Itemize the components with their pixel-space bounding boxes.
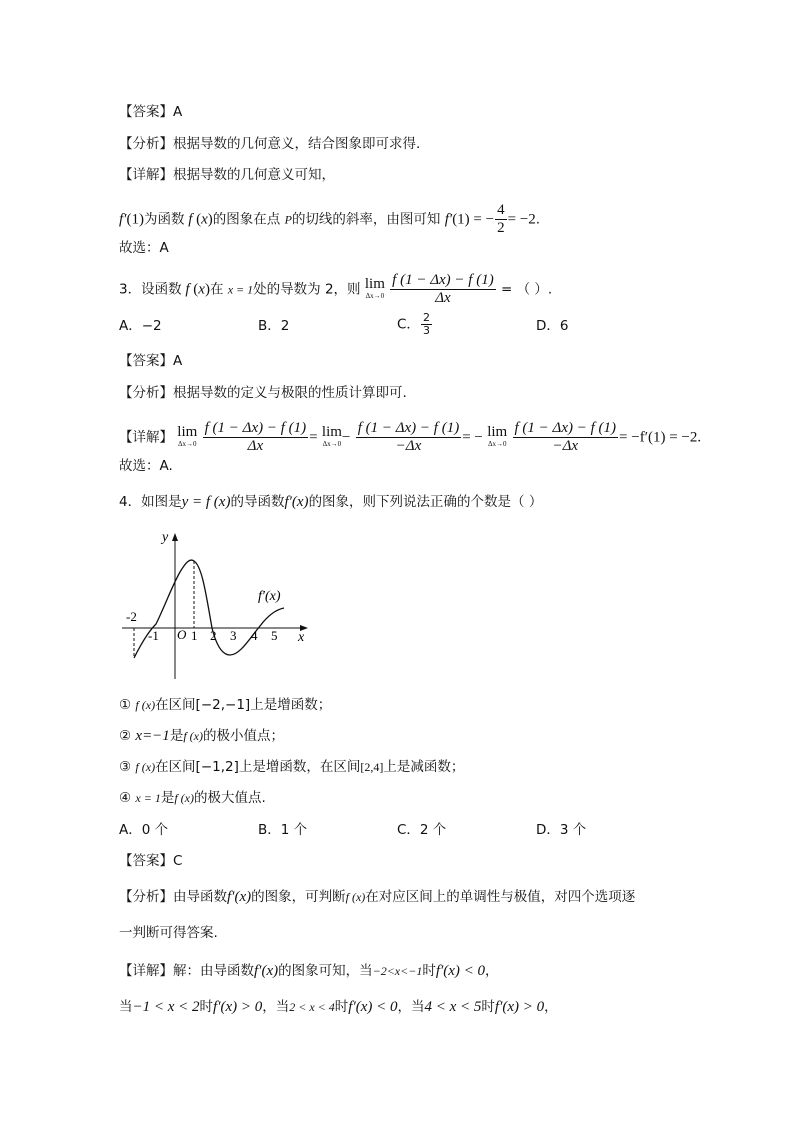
tick-label: 2 <box>210 628 217 643</box>
q4-stem: 4．如图是y = f (x)的导函数f′(x)的图象，则下列说法正确的个数是（ ） <box>119 494 543 510</box>
derivative-graph <box>118 524 318 684</box>
q2-analysis: 【分析】根据导数的几何意义，结合图象即可求得. <box>119 136 421 152</box>
q4-analysis-line2: 一判断可得答案. <box>119 925 218 941</box>
q3-option-a: A．−2 <box>119 318 162 334</box>
q3-option-c: C． $\frac{2}{3}$ <box>397 311 430 337</box>
q3-lim: lim Δx→0 <box>364 275 385 300</box>
q4-option-b: B．1 个 <box>258 822 308 838</box>
q3-option-d: D．6 <box>536 318 569 334</box>
q2-detail: 【详解】根据导数的几何意义可知， <box>119 167 335 183</box>
y-label: y <box>162 530 169 545</box>
tick-label: 4 <box>251 628 258 643</box>
q2-choose: 故选：A <box>119 240 169 256</box>
q2-answer: 【答案】A <box>119 104 183 120</box>
q4-analysis: 【分析】由导函数f′(x)的图象，可判断f (x)在对应区间上的单调性与极值，对四个选项逐 <box>119 889 636 905</box>
curve-label: f′(x) <box>258 589 281 604</box>
q3-detail: 【详解】 lim Δx→0 $\frac{f (1 - \Delta x) - f (1)}{\Delta x}$ = lim Δx→0 − $\frac{f (1 - \Delta x) - f (1)}{-\Delta x}$ = − lim Δx→0 $\frac{f (1 - \Delta x) - f (1)}{-\Delta x}$ = −f′(1) = −2. <box>119 420 702 454</box>
q3-option-b: B．2 <box>258 318 290 334</box>
q4-detail: 【详解】解：由导函数f′(x)的图象可知，当−2<x<−1时f′(x) < 0， <box>119 963 499 979</box>
q4-detail-line2: 当−1 < x < 2时f′(x) > 0，当2 < x < 4时f′(x) < 0，当4 < x < 5时f′(x) > 0， <box>119 999 558 1015</box>
q2-fraction: $\frac{4}{2}$ <box>497 202 505 236</box>
q4-statement-3: ③ f (x)在区间[−1,2]上是增函数，在区间[2,4]上是减函数； <box>119 759 465 775</box>
q3-stem: 3．设函数 f (x)在 x = 1处的导数为 2，则 lim Δx→0 $\frac{f (1 - \Delta x) - f (1)}{\Delta x}$ = （ ）. <box>119 272 553 306</box>
tick-label: 1 <box>191 628 198 643</box>
q4-statement-2: ② x=−1是f (x)的极小值点； <box>119 728 284 744</box>
y-axis-arrow <box>172 533 178 541</box>
q4-option-c: C．2 个 <box>397 822 447 838</box>
q3-fraction: $\frac{f (1 - \Delta x) - f (1)}{\Delta x}$ <box>392 272 494 306</box>
q4-option-d: D．3 个 <box>536 822 587 838</box>
tick-label: 3 <box>230 628 237 643</box>
q4-answer: 【答案】C <box>119 853 183 869</box>
q3-analysis: 【分析】根据导数的定义与极限的性质计算即可. <box>119 385 407 401</box>
x-label: x <box>298 630 305 645</box>
q4-option-a: A．0 个 <box>119 822 169 838</box>
q2-detail-line2: f′(1)为函数 f (x)的图象在点 P的切线的斜率，由图可知 f′(1) = − $\frac{4}{2}$ = −2. <box>119 202 541 236</box>
q4-statement-4: ④ x = 1是f (x)的极大值点. <box>119 790 266 806</box>
q3-answer: 【答案】A <box>119 353 183 369</box>
tick-label: -1 <box>148 628 159 643</box>
tick-label: -2 <box>126 609 137 624</box>
origin-label: O <box>177 627 187 642</box>
tick-label: 5 <box>271 628 278 643</box>
derivative-curve <box>134 560 284 658</box>
q3-choose: 故选：A. <box>119 458 173 474</box>
q4-statement-1: ① f (x)在区间[−2,−1]上是增函数； <box>119 697 332 713</box>
